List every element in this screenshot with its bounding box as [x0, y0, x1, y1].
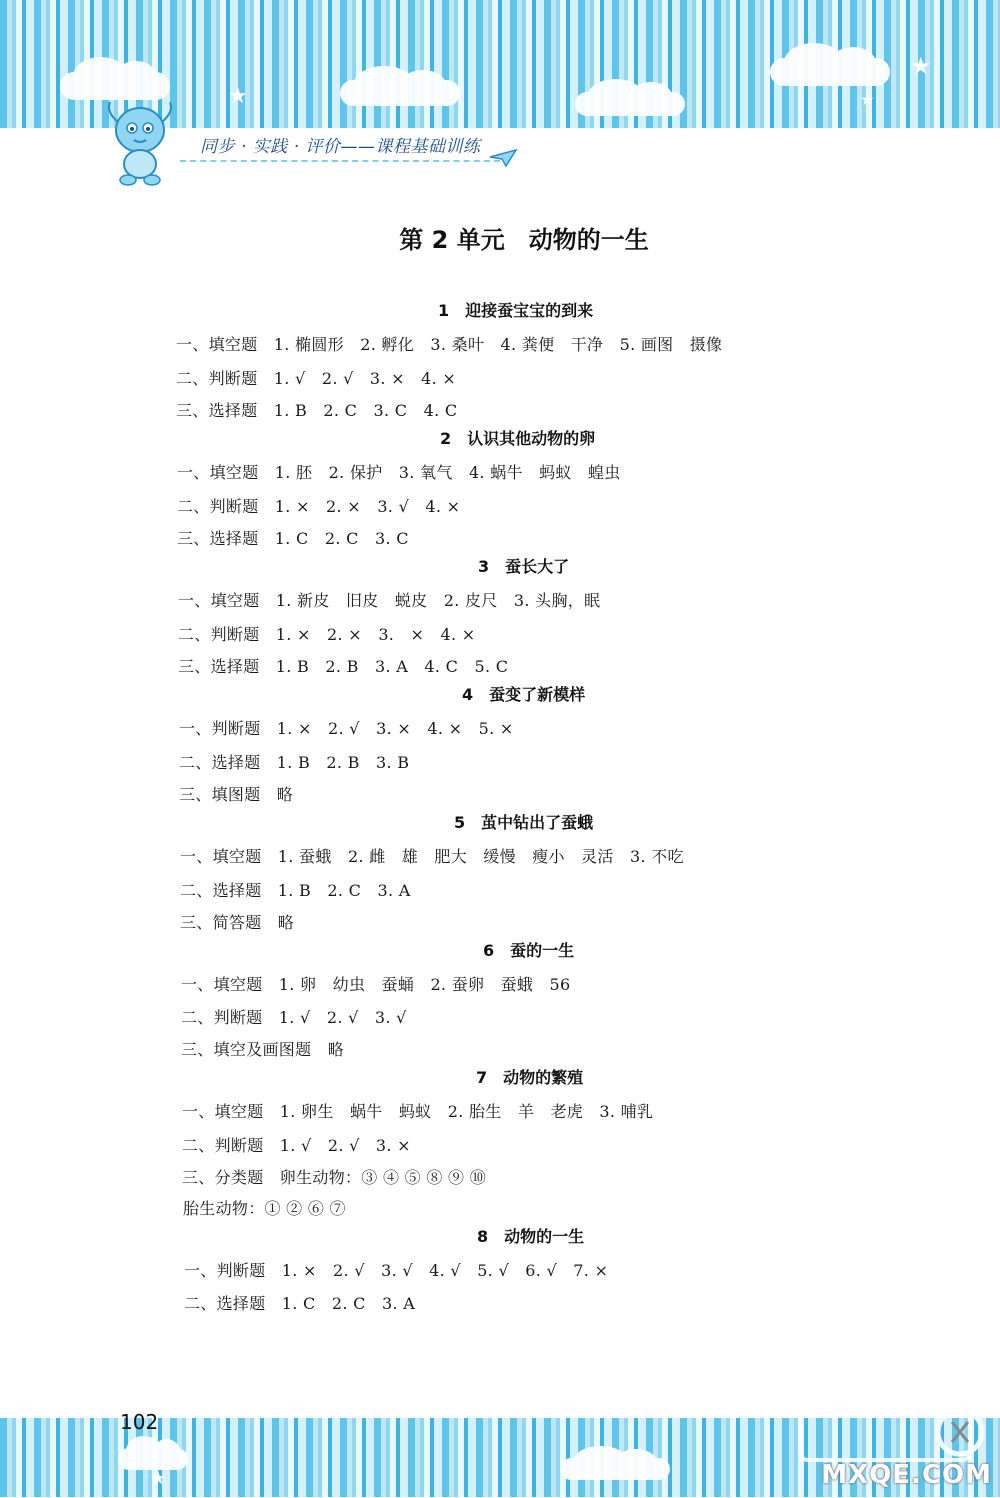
- answer-line: 三、选择题 1. C 2. C 3. C: [177, 529, 409, 548]
- answer-line: 一、填空题 1. 椭圆形 2. 孵化 3. 桑叶 4. 粪便 干净 5. 画图 摄像: [176, 335, 723, 354]
- answer-line: 三、填空及画图题 略: [181, 1040, 345, 1059]
- lesson-title: 4 蚕变了新模样: [462, 685, 586, 704]
- lesson-title: 6 蚕的一生: [483, 941, 575, 960]
- watermark-logo: [770, 1400, 998, 1494]
- cloud-decoration: [340, 80, 460, 106]
- lesson-title: 8 动物的一生: [477, 1227, 585, 1246]
- answer-line: 二、判断题 1. × 2. × 3. × 4. ×: [178, 625, 476, 644]
- answer-line: 二、选择题 1. C 2. C 3. A: [184, 1294, 416, 1313]
- cloud-decoration: [560, 1458, 670, 1480]
- cloud-decoration: [575, 92, 685, 116]
- answer-line: 一、填空题 1. 新皮 旧皮 蜕皮 2. 皮尺 3. 头胸，眠: [178, 591, 601, 610]
- answer-line: 一、填空题 1. 胚 2. 保护 3. 氧气 4. 蜗牛 蚂蚁 蝗虫: [177, 463, 621, 482]
- paper-plane-icon: [488, 146, 518, 168]
- star-icon: ★: [910, 52, 932, 80]
- answer-line: 二、选择题 1. B 2. C 3. A: [180, 881, 411, 900]
- cloud-decoration: [118, 1448, 188, 1470]
- page-number: 102: [120, 1410, 159, 1434]
- answer-line: 胎生动物：① ② ⑥ ⑦: [183, 1199, 346, 1218]
- unit-title: 第 2 单元 动物的一生: [399, 226, 649, 254]
- answer-line: 三、简答题 略: [180, 913, 295, 932]
- answer-line: 一、判断题 1. × 2. √ 3. × 4. × 5. ×: [179, 719, 514, 738]
- watermark-text: MXQE.COM: [821, 1460, 992, 1490]
- answer-line: 一、判断题 1. × 2. √ 3. √ 4. √ 5. √ 6. √ 7. ×: [184, 1261, 609, 1280]
- star-icon: ★: [860, 90, 875, 109]
- answer-line: 二、判断题 1. √ 2. √ 3. ×: [182, 1136, 411, 1155]
- answer-line: 三、填图题 略: [179, 785, 294, 804]
- answer-line: 三、选择题 1. B 2. B 3. A 4. C 5. C: [178, 657, 509, 676]
- header-dashed-line: [180, 160, 500, 162]
- cloud-decoration: [770, 58, 890, 86]
- answer-line: 二、判断题 1. × 2. × 3. √ 4. ×: [177, 497, 461, 516]
- answer-line: 二、判断题 1. √ 2. √ 3. √: [181, 1008, 407, 1027]
- lesson-title: 5 茧中钻出了蚕蛾: [454, 813, 594, 832]
- lesson-title: 2 认识其他动物的卵: [440, 429, 596, 448]
- header-title: 同步 · 实践 · 评价——课程基础训练: [200, 137, 481, 157]
- lesson-title: 3 蚕长大了: [478, 557, 570, 576]
- answer-line: 一、填空题 1. 蚕蛾 2. 雌 雄 肥大 缓慢 瘦小 灵活 3. 不吃: [180, 847, 684, 866]
- answer-line: 三、分类题 卵生动物：③ ④ ⑤ ⑧ ⑨ ⑩: [182, 1168, 487, 1187]
- answer-line: 二、判断题 1. √ 2. √ 3. × 4. ×: [176, 369, 457, 388]
- lesson-title: 7 动物的繁殖: [476, 1068, 584, 1087]
- star-icon: ★: [228, 84, 248, 109]
- cloud-decoration: [60, 72, 170, 100]
- star-icon: ★: [150, 1468, 167, 1489]
- mascot-icon: [100, 98, 180, 186]
- lesson-title: 1 迎接蚕宝宝的到来: [438, 301, 594, 320]
- answer-line: 二、选择题 1. B 2. B 3. B: [179, 753, 410, 772]
- answer-line: 一、填空题 1. 卵 幼虫 蚕蛹 2. 蚕卵 蚕蛾 56: [181, 975, 571, 994]
- answer-line: 三、选择题 1. B 2. C 3. C 4. C: [176, 401, 458, 420]
- answer-line: 一、填空题 1. 卵生 蜗牛 蚂蚁 2. 胎生 羊 老虎 3. 哺乳: [182, 1102, 654, 1121]
